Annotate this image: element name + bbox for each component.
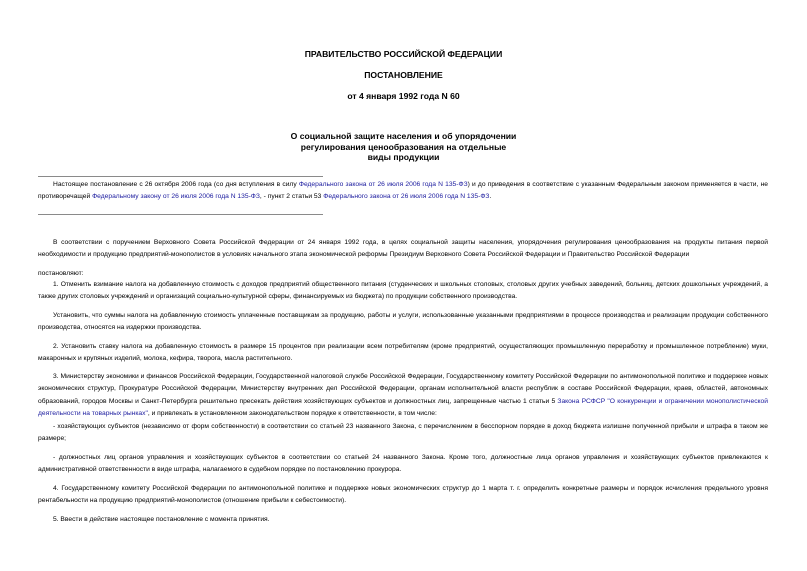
title-line-3: виды продукции: [367, 152, 440, 162]
decree-word: постановляют:: [38, 270, 84, 277]
title-line-2: регулирования ценообразования на отдельные: [300, 141, 507, 152]
government-heading: ПРАВИТЕЛЬСТВО РОССИЙСКОЙ ФЕДЕРАЦИИ: [304, 49, 503, 59]
note-divider-top: [38, 176, 323, 177]
paragraph-4: 4. Государственному комитету Российской Федерации по антимонопольной политике и поддержке новых экономических структур до 1 марта т. г. определить конкретные размеры и порядок исчисления предельного уровня рентабельности на продукцию предприятий-монополистов (отношение прибыли к себестоимости).: [38, 485, 768, 505]
document-type: ПОСТАНОВЛЕНИЕ: [364, 70, 443, 80]
note-text: Настоящее постановление с 26 октября 2006 года (со дня вступления в силу: [53, 181, 299, 188]
note-text: , - пункт 2 статьи 53: [259, 193, 324, 201]
paragraph-1b: Установить, что суммы налога на добавленную стоимость уплаченные поставщикам за продукцию, работы и услуги, использованные указанными предприятиями в процессе производства и реализации продукции собственного производства, относятся на издержки производства.: [38, 312, 768, 332]
preamble-paragraph: В соответствии с поручением Верховного Совета Российской Федерации от 24 января 1992 года, в целях социальной защиты населения, упорядочения регулирования ценообразования на продукты питания первой необходимости и продукцию предприятий-монополистов в условиях начального этапа экономической реформы Президиум Верховного Совета Российской Федерации и Правительство Российской Федерации: [38, 239, 768, 259]
paragraph-2: 2. Установить ставку налога на добавленную стоимость в размере 15 процентов при реализации всем потребителям (кроме предприятий, осуществляющих промышленную переработку и промышленное потребление) муки, макаронных и крупяных изделий, молока, кефира, творога, масла растительного.: [38, 343, 768, 363]
paragraph-3: [38, 371, 768, 421]
paragraph-3-text: 3. Министерству экономики и финансов Российской Федерации, Государственной налоговой службе Российской Федерации, Государственному комитету Российской Федерации по антимонопольной политике и поддержке новых экономических структур, Прокуратуре Российской Федерации, Министерству внутренних дел Российской Федерации, органам исполнительной власти республик в составе Российской Федерации, краев, областей, автономных образований, городов Москвы и Санкт-Петербурга решительно пресекать действия хозяйствующих субъектов и должностных лиц, запрещенные частью 1 статьи 5: [38, 373, 768, 405]
note-law-link-2[interactable]: Федеральному закону от 26 июля 2006 года N 135-ФЗ: [92, 193, 260, 201]
note-divider-bottom: [38, 214, 323, 215]
note-law-link-3[interactable]: Федерального закона от 26 июля 2006 года N 135-ФЗ: [323, 193, 490, 201]
title-line-1: О социальной защите населения и об упорядочении: [290, 131, 517, 141]
document-title: [0, 131, 807, 163]
paragraph-3a: - хозяйствующих субъектов (независимо от форм собственности) в соответствии со статьей 23 названного Закона, с перечислением в бесспорном порядке в доход бюджета излишне полученной прибыли и штрафа в таком же размере;: [38, 423, 768, 443]
document-date-number: от 4 января 1992 года N 60: [347, 91, 460, 101]
editorial-note: [38, 179, 768, 204]
paragraph-5: 5. Ввести в действие настоящее постановление с момента принятия.: [53, 516, 270, 523]
note-text: ) и до приведения в соответствие с указанным Федеральным законом применяется в части, не противоречащей: [38, 181, 768, 201]
paragraph-1: 1. Отменить взимание налога на добавленную стоимость с доходов предприятий общественного питания (студенческих и школьных столовых, столовых других учебных заведений, больниц, детских дошкольных учреждений, а также других столовых учреждений и организаций социально-культурной сферы, финансируемых из бюджета) по продукции собственного производства.: [38, 281, 768, 301]
paragraph-3-text: , и привлекать в установленном законодательством порядке к ответственности, в том числе:: [147, 410, 437, 418]
competition-law-link[interactable]: Закона РСФСР "О конкуренции и ограничении монополистической деятельности на товарных рынках": [38, 397, 768, 418]
note-text: .: [489, 193, 492, 201]
note-law-link-1[interactable]: Федерального закона от 26 июля 2006 года N 135-ФЗ: [298, 181, 468, 188]
paragraph-3b: - должностных лиц органов управления и хозяйствующих субъектов в соответствии со статьей 24 названного Закона. Кроме того, должностные лица органов управления и хозяйствующих субъектов привлекаются к административной ответственности в виде штрафа, налагаемого в судебном порядке по постановлению прокурора.: [38, 454, 768, 474]
